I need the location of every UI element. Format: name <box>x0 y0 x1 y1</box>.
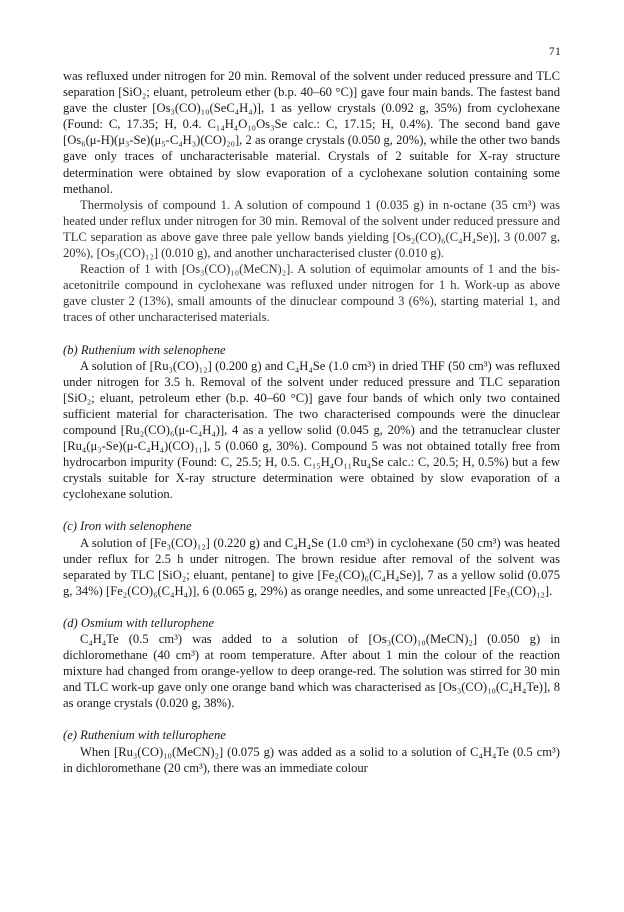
section-heading-ruthenium-tellurophene: (e) Ruthenium with tellurophene <box>63 728 226 743</box>
page-number: 71 <box>548 46 561 58</box>
paragraph-ruthenium-tellurophene: When [Ru₃(CO)₁₀(MeCN)₂] (0.075 g) was added as a solid to a solution of C₄H₄Te (0.5 cm³) in dichloromethane (20 cm³), there was an immediate colour <box>63 744 560 775</box>
article-body <box>63 68 560 776</box>
paragraph-thermolysis: Thermolysis of compound 1. A solution of compound 1 (0.035 g) in n-octane (35 cm³) was heated under reflux under nitrogen for 30 min. Removal of the solvent under reduced pressure and TLC separation as above gave three pale yellow bands yielding [Os₂(CO)₆(C₄H₄Se)], 3 (0.007 g, 20%), [Os₃(CO)₁₂] (0.010 g), and another uncharacterised cluster (0.010 g). <box>63 197 560 261</box>
section-heading-iron-selenophene: (c) Iron with selenophene <box>63 519 192 534</box>
paragraph-reaction-with-os3: Reaction of 1 with [Os₃(CO)₁₀(MeCN)₂]. A solution of equimolar amounts of 1 and the bis-acetonitrile compound in cyclohexane was refluxed under nitrogen for 1 h. Work-up as above gave cluster 2 (13%), small amounts of the dinuclear compound 3 (6%), starting material 1, and traces of other uncharacterised materials. <box>63 262 560 325</box>
paragraph-ruthenium-selenophene: A solution of [Ru₃(CO)₁₂] (0.200 g) and C₄H₄Se (1.0 cm³) in dried THF (50 cm³) was refluxed under nitrogen for 3.5 h. Removal of the solvent under reduced pressure and TLC separation [SiO₂; eluant, petroleum ether (b.p. 40–60 °C)] gave four bands of which only two contained sufficient material for characterisation. The two characterised compounds were the dinuclear compound [Ru₂(CO)₆(μ-C₄H₄)], 4 as a yellow solid (0.045 g, 20%) and the tetranuclear cluster [Ru₄(μ₃-Se)(μ-C₄H₄)(CO)₁₁], 5 (0.060 g, 30%). Compound 5 was not obtained totally free from hydrocarbon impurity (Found: C, 25.5; H, 0.5. C₁₅H₄O₁₁Ru₄Se calc.: C, 20.5; H, 0.5%) but a few crystals suitable for X-ray structure determination were obtained by slow evaporation of a cyclohexane solution. <box>63 358 560 502</box>
section-heading-osmium-tellurophene: (d) Osmium with tellurophene <box>63 615 214 630</box>
section-heading-ruthenium-selenophene: (b) Ruthenium with selenophene <box>63 342 226 357</box>
paragraph-iron-selenophene: A solution of [Fe₃(CO)₁₂] (0.220 g) and C₄H₄Se (1.0 cm³) in cyclohexane (50 cm³) was heated under reflux for 2.5 h under nitrogen. The brown residue after removal of the solvent was separated by TLC [SiO₂; eluant, pentane] to give [Fe₂(CO)₆(C₄H₄Se)], 7 as a yellow solid (0.075 g, 34%) [Fe₂(CO)₆(C₄H₄)], 6 (0.065 g, 29%) as orange needles, and some unreacted [Fe₃(CO)₁₂]. <box>63 535 560 598</box>
paragraph-os-selenophene-continued: was refluxed under nitrogen for 20 min. Removal of the solvent under reduced pressure and TLC separation [SiO₂; eluant, petroleum ether (b.p. 40–60 °C)] gave four main bands. The fastest band gave the cluster [Os₃(CO)₁₀(SeC₄H₄)], 1 as yellow crystals (0.092 g, 35%) from cyclohexane (Found: C, 17.35; H, 0.4. C₁₄H₄O₁₀Os₃Se calc.: C, 17.15; H, 0.4%). The second band gave [Os₆(μ-H)(μ₃-Se)(μ₅-C₄H₃)(CO)₂₀], 2 as orange crystals (0.050 g, 20%), while the other two bands gave only traces of uncharacterisable material. Crystals of 2 suitable for X-ray structure determination were obtained by slow evaporation of a cyclohexane solution containing some methanol. <box>63 69 560 196</box>
paragraph-osmium-tellurophene: C₄H₄Te (0.5 cm³) was added to a solution of [Os₃(CO)₁₀(MeCN)₂] (0.050 g) in dichloromethane (40 cm³) at room temperature. After about 1 min the colour of the reaction mixture had changed from orange-yellow to deep orange-red. The solution was stirred for 30 min and TLC work-up gave only one orange band which was characterised as [Os₃(CO)₁₀(C₄H₄Te)], 8 as orange crystals (0.020 g, 38%). <box>63 632 560 711</box>
